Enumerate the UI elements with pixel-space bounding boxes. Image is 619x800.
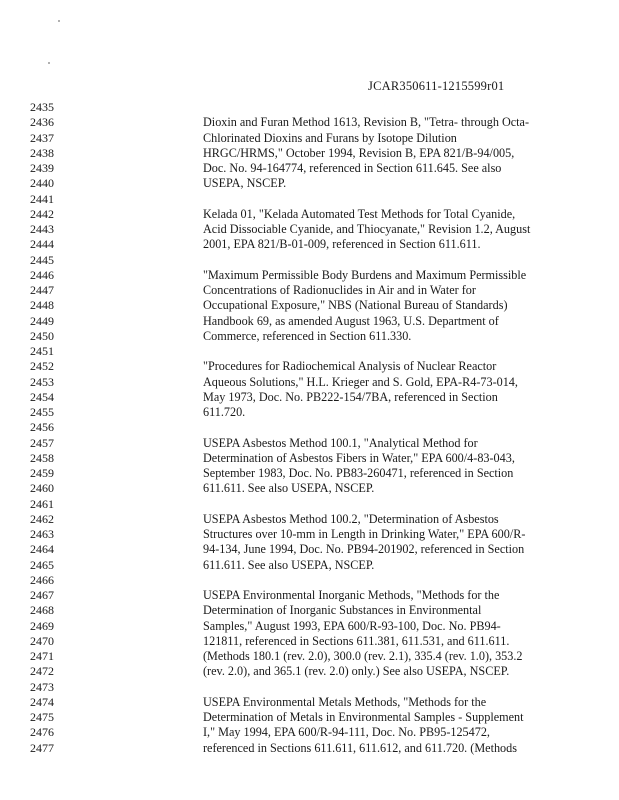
entry-line: USEPA, NSCEP. bbox=[203, 176, 287, 191]
line-number: 2462 bbox=[30, 511, 54, 526]
reference-entry-metals-methods bbox=[203, 695, 543, 756]
line-number: 2451 bbox=[30, 344, 54, 358]
line-number: 2447 bbox=[30, 283, 54, 297]
entry-line: Chlorinated Dioxins and Furans by Isotope Dilution bbox=[203, 130, 457, 145]
line-number: 2477 bbox=[30, 740, 54, 755]
reference-entry-inorganic-methods bbox=[203, 588, 543, 680]
line-number: 2442 bbox=[30, 206, 54, 221]
line-number: 2441 bbox=[30, 191, 54, 206]
line-number: 2444 bbox=[30, 237, 54, 252]
entry-line: Commerce, referenced in Section 611.330. bbox=[203, 328, 412, 343]
line-number: 2457 bbox=[30, 435, 54, 450]
line-number: 2474 bbox=[30, 694, 54, 709]
reference-entry-asbestos-100-2 bbox=[203, 512, 543, 573]
entry-line: 94-134, June 1994, Doc. No. PB94-201902, referenced in Section bbox=[203, 542, 525, 557]
line-number: 2467 bbox=[30, 588, 54, 602]
line-number: 2475 bbox=[30, 710, 54, 724]
line-number: 2470 bbox=[30, 633, 54, 648]
line-number: 2468 bbox=[30, 603, 54, 618]
line-number: 2443 bbox=[30, 222, 54, 236]
reference-entry-radiochemical bbox=[203, 359, 543, 420]
line-number: 2471 bbox=[30, 649, 54, 663]
line-number: 2456 bbox=[30, 420, 54, 435]
entry-line: 611.611. See also USEPA, NSCEP. bbox=[203, 557, 375, 572]
line-number: 2449 bbox=[30, 313, 54, 328]
entry-line: 611.611. See also USEPA, NSCEP. bbox=[203, 481, 375, 496]
line-number: 2461 bbox=[30, 496, 54, 511]
line-number: 2463 bbox=[30, 527, 54, 541]
entry-line: USEPA Environmental Inorganic Methods, "Methods for the bbox=[203, 588, 500, 602]
entry-line: "Procedures for Radiochemical Analysis of Nuclear Reactor bbox=[203, 359, 497, 374]
line-number: 2472 bbox=[30, 664, 54, 679]
line-number: 2448 bbox=[30, 298, 54, 313]
line-number: 2459 bbox=[30, 466, 54, 480]
reference-entry-nbs-handbook bbox=[203, 268, 543, 344]
line-number: 2454 bbox=[30, 389, 54, 404]
entry-line: Doc. No. 94-164774, referenced in Section 611.645. See also bbox=[203, 161, 502, 175]
entry-line: USEPA Environmental Metals Methods, "Methods for the bbox=[203, 694, 487, 709]
line-number: 2438 bbox=[30, 145, 54, 160]
entry-line: May 1973, Doc. No. PB222-154/7BA, referenced in Section bbox=[203, 389, 498, 404]
line-number: 2446 bbox=[30, 267, 54, 282]
entry-line: I," May 1994, EPA 600/R-94-111, Doc. No. PB95-125472, bbox=[203, 725, 490, 740]
scan-speck bbox=[58, 20, 60, 22]
line-number: 2439 bbox=[30, 161, 54, 175]
entry-line: (Methods 180.1 (rev. 2.0), 300.0 (rev. 2.1), 335.4 (rev. 1.0), 353.2 bbox=[203, 649, 523, 663]
entry-line: Determination of Asbestos Fibers in Water," EPA 600/4-83-043, bbox=[203, 450, 515, 465]
line-number: 2473 bbox=[30, 679, 54, 694]
entry-line: 2001, EPA 821/B-01-009, referenced in Section 611.611. bbox=[203, 237, 481, 252]
line-number: 2452 bbox=[30, 359, 54, 374]
line-number: 2440 bbox=[30, 176, 54, 191]
entry-line: Concentrations of Radionuclides in Air and in Water for bbox=[203, 283, 476, 297]
entry-line: USEPA Asbestos Method 100.1, "Analytical Method for bbox=[203, 435, 478, 450]
entry-line: Dioxin and Furan Method 1613, Revision B, "Tetra- through Octa- bbox=[203, 115, 530, 130]
entry-line: Kelada 01, "Kelada Automated Test Methods for Total Cyanide, bbox=[203, 206, 516, 221]
entry-line: Handbook 69, as amended August 1963, U.S. Department of bbox=[203, 313, 499, 328]
entry-line: "Maximum Permissible Body Burdens and Maximum Permissible bbox=[203, 267, 527, 282]
reference-entry-asbestos-100-1 bbox=[203, 436, 543, 497]
scan-speck bbox=[48, 62, 50, 64]
entry-line: Occupational Exposure," NBS (National Bureau of Standards) bbox=[203, 298, 508, 313]
line-number: 2450 bbox=[30, 328, 54, 343]
document-id-header: JCAR350611-1215599r01 bbox=[368, 79, 505, 93]
entry-line: HRGC/HRMS," October 1994, Revision B, EPA 821/B-94/005, bbox=[203, 145, 515, 160]
line-number: 2435 bbox=[30, 100, 54, 114]
entry-line: USEPA Asbestos Method 100.2, "Determination of Asbestos bbox=[203, 511, 499, 526]
entry-line: Determination of Inorganic Substances in Environmental bbox=[203, 603, 482, 618]
entry-line: Determination of Metals in Environmental Samples - Supplement bbox=[203, 710, 524, 724]
entry-line: Samples," August 1993, EPA 600/R-93-100, Doc. No. PB94- bbox=[203, 618, 501, 633]
line-number: 2436 bbox=[30, 115, 54, 130]
reference-entry-kelada bbox=[203, 207, 543, 253]
entry-line: September 1983, Doc. No. PB83-260471, referenced in Section bbox=[203, 466, 514, 480]
line-number: 2445 bbox=[30, 252, 54, 267]
entry-line: 611.720. bbox=[203, 405, 246, 419]
line-number: 2460 bbox=[30, 481, 54, 496]
entry-line: referenced in Sections 611.611, 611.612, and 611.720. (Methods bbox=[203, 740, 517, 755]
entry-line: Aqueous Solutions," H.L. Krieger and S. Gold, EPA-R4-73-014, bbox=[203, 374, 518, 389]
line-number: 2455 bbox=[30, 405, 54, 419]
line-number: 2437 bbox=[30, 130, 54, 145]
line-number: 2464 bbox=[30, 542, 54, 557]
entry-line: Acid Dissociable Cyanide, and Thiocyanate," Revision 1.2, August bbox=[203, 222, 531, 236]
line-number: 2465 bbox=[30, 557, 54, 572]
line-number: 2453 bbox=[30, 374, 54, 389]
entry-line: Structures over 10-mm in Length in Drinking Water," EPA 600/R- bbox=[203, 527, 526, 541]
reference-entry-dioxin-furan bbox=[203, 115, 543, 191]
line-number-column bbox=[30, 100, 54, 756]
entry-line: 121811, referenced in Sections 611.381, 611.531, and 611.611. bbox=[203, 633, 510, 648]
line-number: 2458 bbox=[30, 450, 54, 465]
line-number: 2469 bbox=[30, 618, 54, 633]
entry-line: (rev. 2.0), and 365.1 (rev. 2.0) only.) See also USEPA, NSCEP. bbox=[203, 664, 510, 679]
line-number: 2466 bbox=[30, 572, 54, 587]
line-number: 2476 bbox=[30, 725, 54, 740]
